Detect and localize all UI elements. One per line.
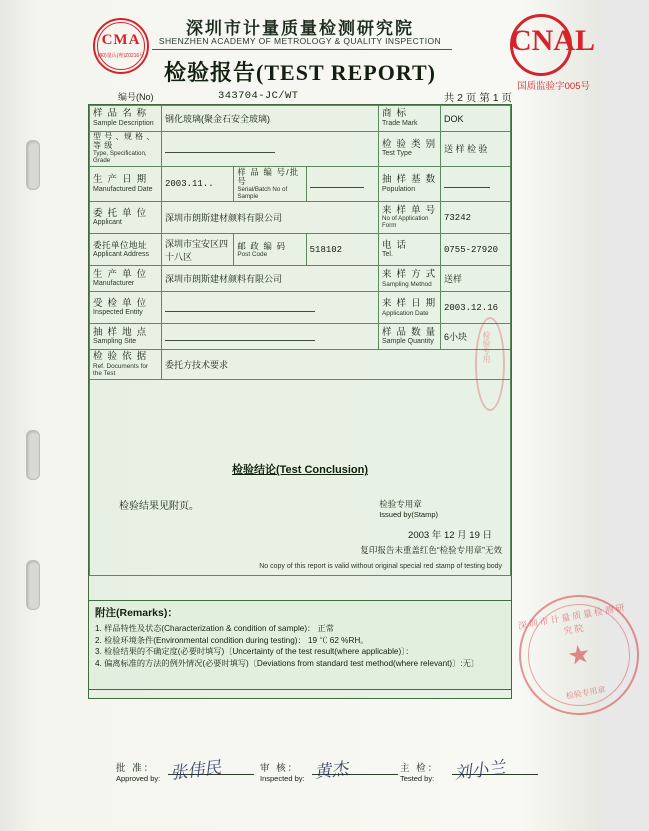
- signature-approved-by: [116, 757, 256, 784]
- no-copy-notice-en: No copy of this report is valid without original special red stamp of testing body: [259, 563, 502, 571]
- field-label: 受 检 单 位 Inspected Entity: [90, 292, 162, 324]
- conclusion-title: 检验结论(Test Conclusion): [231, 464, 369, 477]
- field-value-phone: 0755-27920: [441, 234, 511, 266]
- field-value-application-date: 2003.12.16: [441, 292, 511, 324]
- cnal-logo-text: CNAL: [510, 24, 596, 57]
- field-label: 委托单位地址 Applicant Address: [90, 234, 162, 266]
- table-row: [90, 324, 511, 350]
- list-item: 4. 偏离标准的方法的例外情况(必要时填写)〔Deviations from standard test method(where relevant)〕:无〕: [95, 658, 479, 668]
- stamp-star-icon: ★: [564, 637, 593, 672]
- field-value-manufacturer: 深圳市朗斯建材颜料有限公司: [162, 266, 379, 292]
- partial-edge-stamp: [475, 317, 505, 411]
- report-no-label: 编号(No): [118, 92, 154, 102]
- field-value-application-form-no: 73242: [441, 202, 511, 234]
- field-value-ref-documents: 委托方技术要求: [162, 350, 511, 380]
- header-divider: [152, 49, 452, 50]
- signature-label-en: Approved by:: [116, 774, 161, 783]
- field-label: 样 品 名 称 Sample Description: [90, 106, 162, 132]
- field-label: 型 号 、规 格 、等 级 Type, Specification, Grade: [90, 132, 162, 167]
- list-item: 2. 检验环境条件(Environmental condition during testing)： 19 ℃ 62 %RH。: [95, 635, 369, 645]
- stamp-arc-bottom: 检验专用章: [565, 685, 607, 701]
- table-row: [90, 106, 511, 132]
- field-label: 来 样 日 期 Application Date: [379, 292, 441, 324]
- report-no-value: 343704-JC/WT: [218, 90, 299, 102]
- remarks-box: [88, 600, 512, 690]
- field-label: 电 话 Tel.: [379, 234, 441, 266]
- table-row: [90, 202, 511, 234]
- table-row: [90, 350, 511, 380]
- page-count: 共 2 页 第 1 页: [443, 92, 512, 104]
- table-row: [90, 166, 511, 202]
- issued-by-block: [379, 499, 438, 519]
- field-label: 来 样 单 号 No of Application Form: [379, 202, 441, 234]
- field-label: 来 样 方 式 Sampling Method: [379, 266, 441, 292]
- issued-by-label-en: Issued by(Stamp): [379, 510, 438, 520]
- field-label: 样 品 编 号/批 号 Serial/Batch No of Sample: [234, 166, 306, 202]
- field-value-sampling-site: [162, 324, 379, 350]
- signature-tested-by: [400, 757, 540, 784]
- page-title: 检验报告(TEST REPORT): [164, 60, 436, 85]
- field-value-sampling-method: 送样: [441, 266, 511, 292]
- table-row-conclusion: [90, 380, 511, 576]
- organization-name-cn: 深圳市计量质量检测研究院: [186, 19, 414, 38]
- accreditation-number: 国质监验字005号: [517, 81, 590, 92]
- organization-name-en: SHENZHEN ACADEMY OF METROLOGY & QUALITY INSPECTION: [158, 36, 442, 46]
- field-value-inspected-entity: [162, 292, 379, 324]
- field-value-manufactured-date: 2003.11..: [162, 166, 234, 202]
- signature-row: [88, 757, 512, 800]
- signature-label-cn: 审 核：: [260, 763, 300, 774]
- field-value-applicant: 深圳市朗斯建材颜料有限公司: [162, 202, 379, 234]
- punch-hole: [26, 560, 40, 610]
- table-row: [90, 234, 511, 266]
- signature-label-cn: 批 准：: [116, 763, 156, 774]
- field-label: 委 托 单 位 Applicant: [90, 202, 162, 234]
- field-label: 检 验 类 别 Test Type: [379, 132, 441, 167]
- field-label: 生 产 单 位 Manufacturer: [90, 266, 162, 292]
- signature-label-en: Tested by:: [400, 774, 435, 783]
- field-value-test-type: 送 样 检 验: [441, 132, 511, 167]
- handwritten-signature: 张伟民: [169, 757, 223, 784]
- list-item: 3. 检验结果的不确定度(必要时填写)〔Uncertainty of the test result(where applicable)〕：: [95, 647, 414, 657]
- remarks-title: 附注(Remarks)：: [95, 607, 178, 619]
- stamp-arc-top: 深圳市计量质量检测研究院: [517, 602, 628, 637]
- signature-label-cn: 主 检：: [400, 763, 440, 774]
- handwritten-signature: 刘小兰: [453, 757, 507, 784]
- field-value-type-spec: [162, 132, 379, 167]
- table-row: [90, 292, 511, 324]
- field-value-post-code: 518102: [306, 234, 378, 266]
- field-value-serial-batch-no: [306, 166, 378, 202]
- field-label: 样 品 数 量 Sample Quantity: [379, 324, 441, 350]
- table-row: [90, 266, 511, 292]
- field-value-applicant-address: 深圳市宝安区四十八区: [162, 234, 234, 266]
- conclusion-body: 检验结果见附页。: [119, 501, 199, 513]
- field-label: 检 验 依 据 Ref. Documents for the Test: [90, 350, 162, 380]
- field-label: 抽 样 基 数 Population: [379, 166, 441, 202]
- field-label: 抽 样 地 点 Sampling Site: [90, 324, 162, 350]
- signature-inspected-by: [260, 760, 400, 783]
- field-value-sample-quantity: 6小块: [441, 324, 511, 350]
- signature-label-en: Inspected by:: [260, 774, 305, 783]
- conclusion-cell: [90, 380, 511, 576]
- list-item: 1. 样品特性及状态(Characterization & condition of sample)： 正常: [95, 624, 334, 633]
- field-value-population: [441, 166, 511, 202]
- no-copy-notice-cn: 复印报告未重盖红色“检验专用章”无效: [360, 545, 502, 556]
- handwritten-signature: 黄杰: [313, 758, 350, 782]
- issue-date: 2003 年 12 月 19 日: [408, 530, 492, 542]
- punch-hole: [26, 140, 40, 190]
- table-row: [90, 132, 511, 167]
- punch-hole: [26, 430, 40, 480]
- field-value-trade-mark: DOK: [441, 106, 511, 132]
- cma-logo-subtext: (90)量认(粤)Z0216号: [97, 53, 145, 59]
- cnal-seal-icon: [510, 14, 596, 76]
- field-label: 邮 政 编 码 Post Code: [234, 234, 306, 266]
- remarks-list: [95, 623, 505, 670]
- partial-edge-stamp-text: 检验专用: [482, 331, 491, 363]
- field-value-sample-description: 钢化玻璃(聚金石安全玻璃): [162, 106, 379, 132]
- field-label: 生 产 日 期 Manufactured Date: [90, 166, 162, 202]
- cma-logo-text: CMA: [101, 32, 141, 48]
- field-label: 商 标 Trade Mark: [379, 106, 441, 132]
- issued-by-label-cn: 检验专用章: [379, 499, 422, 510]
